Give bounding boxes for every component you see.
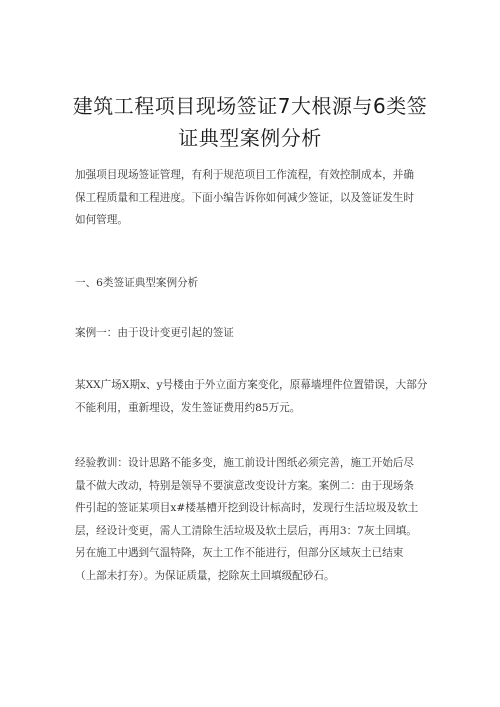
- intro-paragraph: [75, 164, 430, 232]
- section-heading-text: 一、6类签证典型案例分析: [75, 277, 199, 289]
- text-line: 经验教训：设计思路不能多变，施工前设计图纸必须完善，施工开始后尽: [75, 457, 414, 469]
- text-line: 层，经设计变更，需人工清除生活垃圾及软土层后，再用3：7灰土回填。: [75, 524, 417, 537]
- document-title: [60, 90, 440, 154]
- text-line: （上部未打夯）。为保证质量，挖除灰土回填级配砂石。: [75, 569, 335, 582]
- text-line: 量不做大改动，特别是领导不要演意改变设计方案。案例二：由于现场条: [75, 479, 414, 492]
- text-line: 另在施工中遇到气温特降，灰土工作不能进行，但部分区域灰土已结束: [75, 547, 404, 559]
- case1-heading: [75, 322, 430, 345]
- text-line: 件引起的签证某项目x#楼基槽开挖到设计标高时，发现行生活垃圾及软土: [75, 502, 419, 514]
- title-line: 建筑工程项目现场签证7大根源与6类签: [72, 94, 428, 118]
- text-line: 某XX广场X期x、y号楼由于外立面方案变化，原幕墙埋件位置错误，大部分: [75, 379, 428, 391]
- case1-paragraph: [75, 374, 430, 419]
- lesson-paragraph: [75, 452, 430, 587]
- case1-heading-text: 案例一：由于设计变更引起的签证: [75, 327, 234, 339]
- text-line: 不能利用，重新埋设，发生签证费用约85万元。: [75, 401, 301, 414]
- text-line: 加强项目现场签证管理，有利于规范项目工作流程，有效控制成本，并确: [75, 169, 414, 181]
- title-line: 证典型案例分析: [178, 126, 322, 150]
- section-heading: [75, 272, 430, 295]
- text-line: 保工程质量和工程进度。下面小编告诉你如何减少签证，以及签证发生时: [75, 191, 414, 204]
- text-line: 如何管理。: [75, 214, 128, 226]
